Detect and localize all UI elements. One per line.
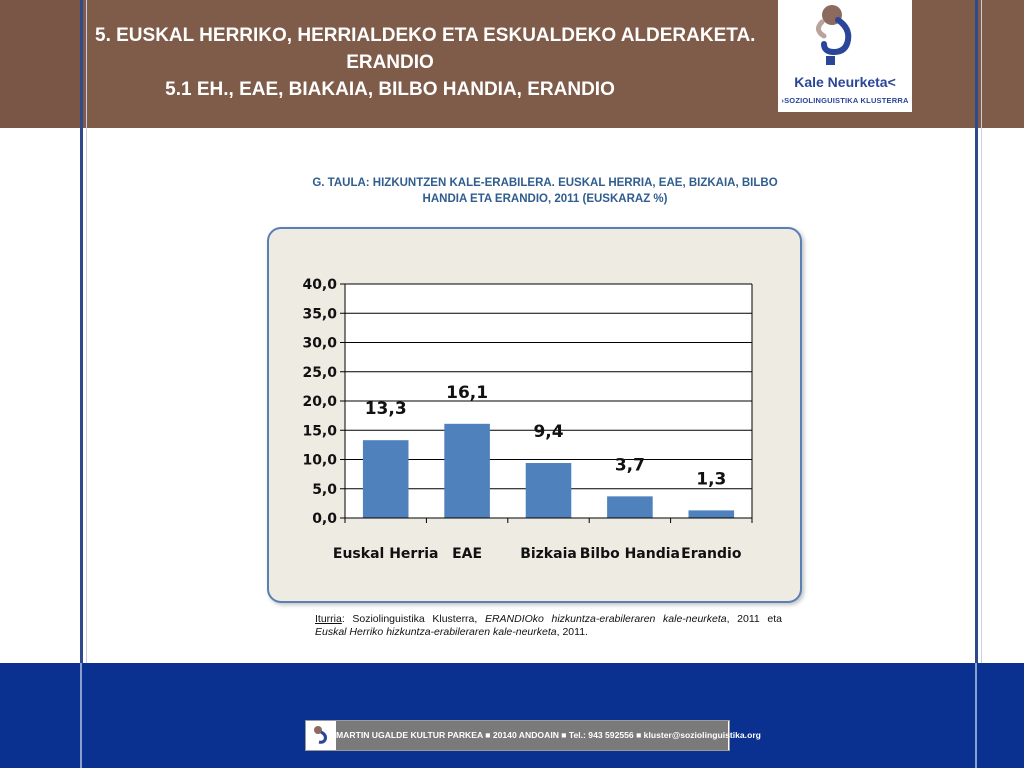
y-tick-label: 5,0 [312, 481, 337, 498]
page-title [95, 22, 756, 103]
source-title-1: ERANDIOko hizkuntza-erabileraren kale-neurketa [484, 613, 727, 625]
header-side-left [0, 0, 80, 128]
x-tick-label: Bizkaia [520, 546, 577, 562]
logo-name: Kale Neurketa< [794, 74, 896, 90]
footer-address-bar [305, 720, 761, 751]
y-tick-label: 30,0 [302, 335, 337, 352]
bar [526, 463, 572, 518]
title-line-1: 5. EUSKAL HERRIKO, HERRIALDEKO ETA ESKUALDEKO ALDERAKETA. [95, 25, 756, 46]
title-line-2: ERANDIO [346, 52, 434, 73]
kale-neurketa-logo [778, 0, 912, 112]
source-text-1: : Soziolinguistika Klusterra, [341, 613, 485, 625]
footer-divider-right [975, 663, 977, 768]
data-label: 9,4 [533, 422, 564, 443]
data-label: 13,3 [364, 399, 407, 420]
divider-left-inner [86, 0, 87, 768]
footer-divider-left [80, 663, 82, 768]
source-title-2: Euskal Herriko hizkuntza-erabileraren kale-neurketa [315, 626, 557, 638]
logo-mark-icon [778, 0, 912, 74]
source-note [315, 613, 782, 639]
x-tick-label: EAE [452, 546, 483, 562]
divider-right [975, 0, 978, 768]
y-tick-label: 15,0 [302, 423, 337, 440]
y-tick-label: 10,0 [302, 452, 337, 469]
y-tick-label: 20,0 [302, 394, 337, 410]
y-tick-label: 25,0 [302, 364, 337, 381]
data-label: 1,3 [696, 469, 727, 490]
title-line-3: 5.1 EH., EAE, BIAKAIA, BILBO HANDIA, ERANDIO [165, 79, 615, 100]
data-label: 16,1 [446, 382, 489, 403]
footer-logo-icon [309, 724, 333, 746]
bar [607, 496, 653, 518]
footer-band [0, 663, 1024, 768]
source-label: Iturria [315, 613, 342, 625]
logo-subtitle: ›SOZIOLINGUISTIKA KLUSTERRA [781, 96, 909, 105]
bar [444, 424, 490, 518]
x-tick-label: Bilbo Handia [579, 546, 680, 562]
bar [689, 510, 735, 518]
y-tick-label: 40,0 [302, 277, 337, 293]
x-tick-label: Euskal Herria [332, 546, 439, 562]
divider-right-inner [981, 0, 982, 768]
data-label: 3,7 [614, 455, 645, 476]
divider-left [80, 0, 83, 768]
y-tick-label: 35,0 [302, 306, 337, 323]
chart-caption: G. TAULA: HIZKUNTZEN KALE-ERABILERA. EUSKAL HERRIA, EAE, BIZKAIA, BILBO HANDIA ETA ERANDIO, 2011 (EUSKARAZ %) [312, 177, 778, 205]
source-text-2: , 2011 eta [726, 613, 782, 625]
y-tick-label: 0,0 [312, 511, 337, 527]
footer-address: MARTIN UGALDE KULTUR PARKEA ■ 20140 ANDOAIN ■ Tel.: 943 592556 ■ kluster@soziolinguistika.org [336, 721, 728, 750]
x-tick-label: Erandio [681, 546, 742, 562]
bar-chart [267, 227, 802, 603]
bar [363, 440, 409, 518]
source-text-3: , 2011. [556, 626, 588, 638]
